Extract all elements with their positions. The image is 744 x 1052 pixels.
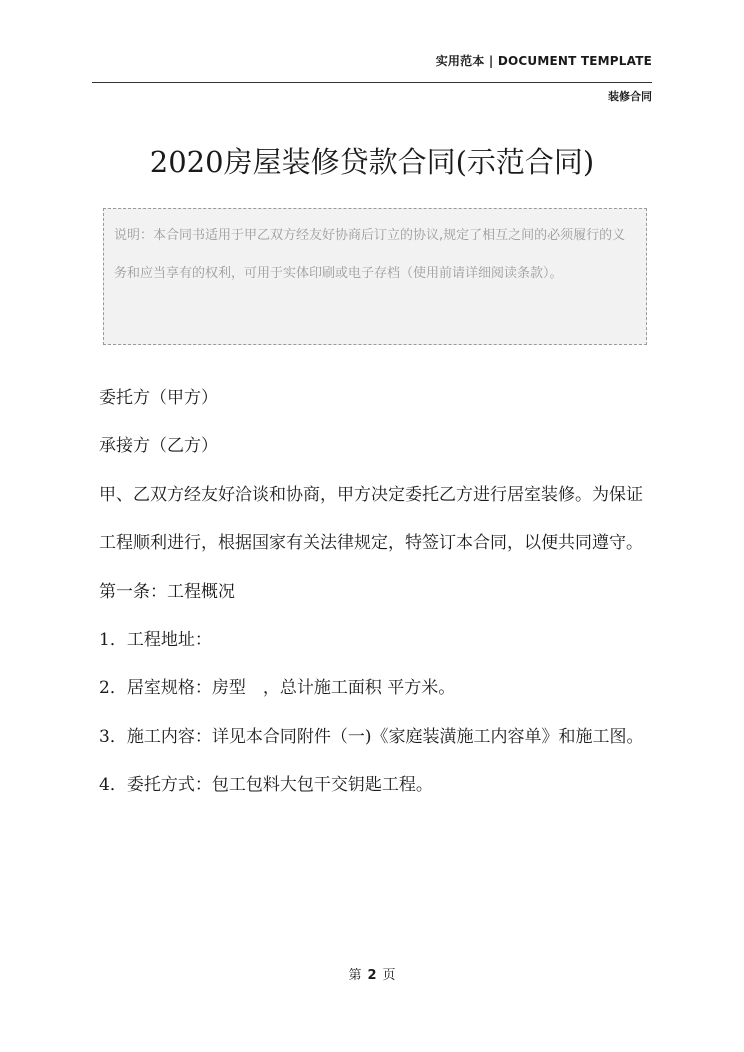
page-suffix: 页 <box>382 968 396 983</box>
article-heading: 第一条：工程概况 <box>99 581 235 602</box>
party-a-line: 委托方（甲方） <box>99 388 218 408</box>
header-divider <box>92 82 652 83</box>
page-number: 2 <box>367 968 377 983</box>
preamble-paragraph: 甲、乙双方经友好洽谈和协商，甲方决定委托乙方进行居室装修。为保证工程顺利进行，根据国家有关法律规定，特签订本合同，以便共同遵守。 <box>99 484 643 554</box>
document-title: 2020房屋装修贷款合同(示范合同) <box>149 145 595 179</box>
party-b-line: 承接方（乙方） <box>99 436 218 457</box>
note-text: 说明：本合同书适用于甲乙双方经友好协商后订立的协议,规定了相互之间的必须履行的义务和应当享有的权利，可用于实体印刷或电子存档（使用前请详细阅读条款）。 <box>114 228 626 281</box>
page-footer <box>0 964 744 983</box>
clause-item: 3．施工内容：详见本合同附件（一)《家庭装潢施工内容单》和施工图。 <box>99 726 644 747</box>
note-box <box>103 208 647 345</box>
contract-body <box>99 374 659 810</box>
clause-item: 2．居室规格：房型 ，总计施工面积 平方米。 <box>99 678 456 699</box>
clause-item: 1．工程地址： <box>99 630 212 651</box>
page-prefix: 第 <box>348 968 362 983</box>
header-category: 装修合同 <box>608 90 652 103</box>
header-tag: 实用范本 | DOCUMENT TEMPLATE <box>435 54 652 68</box>
clause-item: 4．委托方式：包工包料大包干交钥匙工程。 <box>99 775 433 796</box>
